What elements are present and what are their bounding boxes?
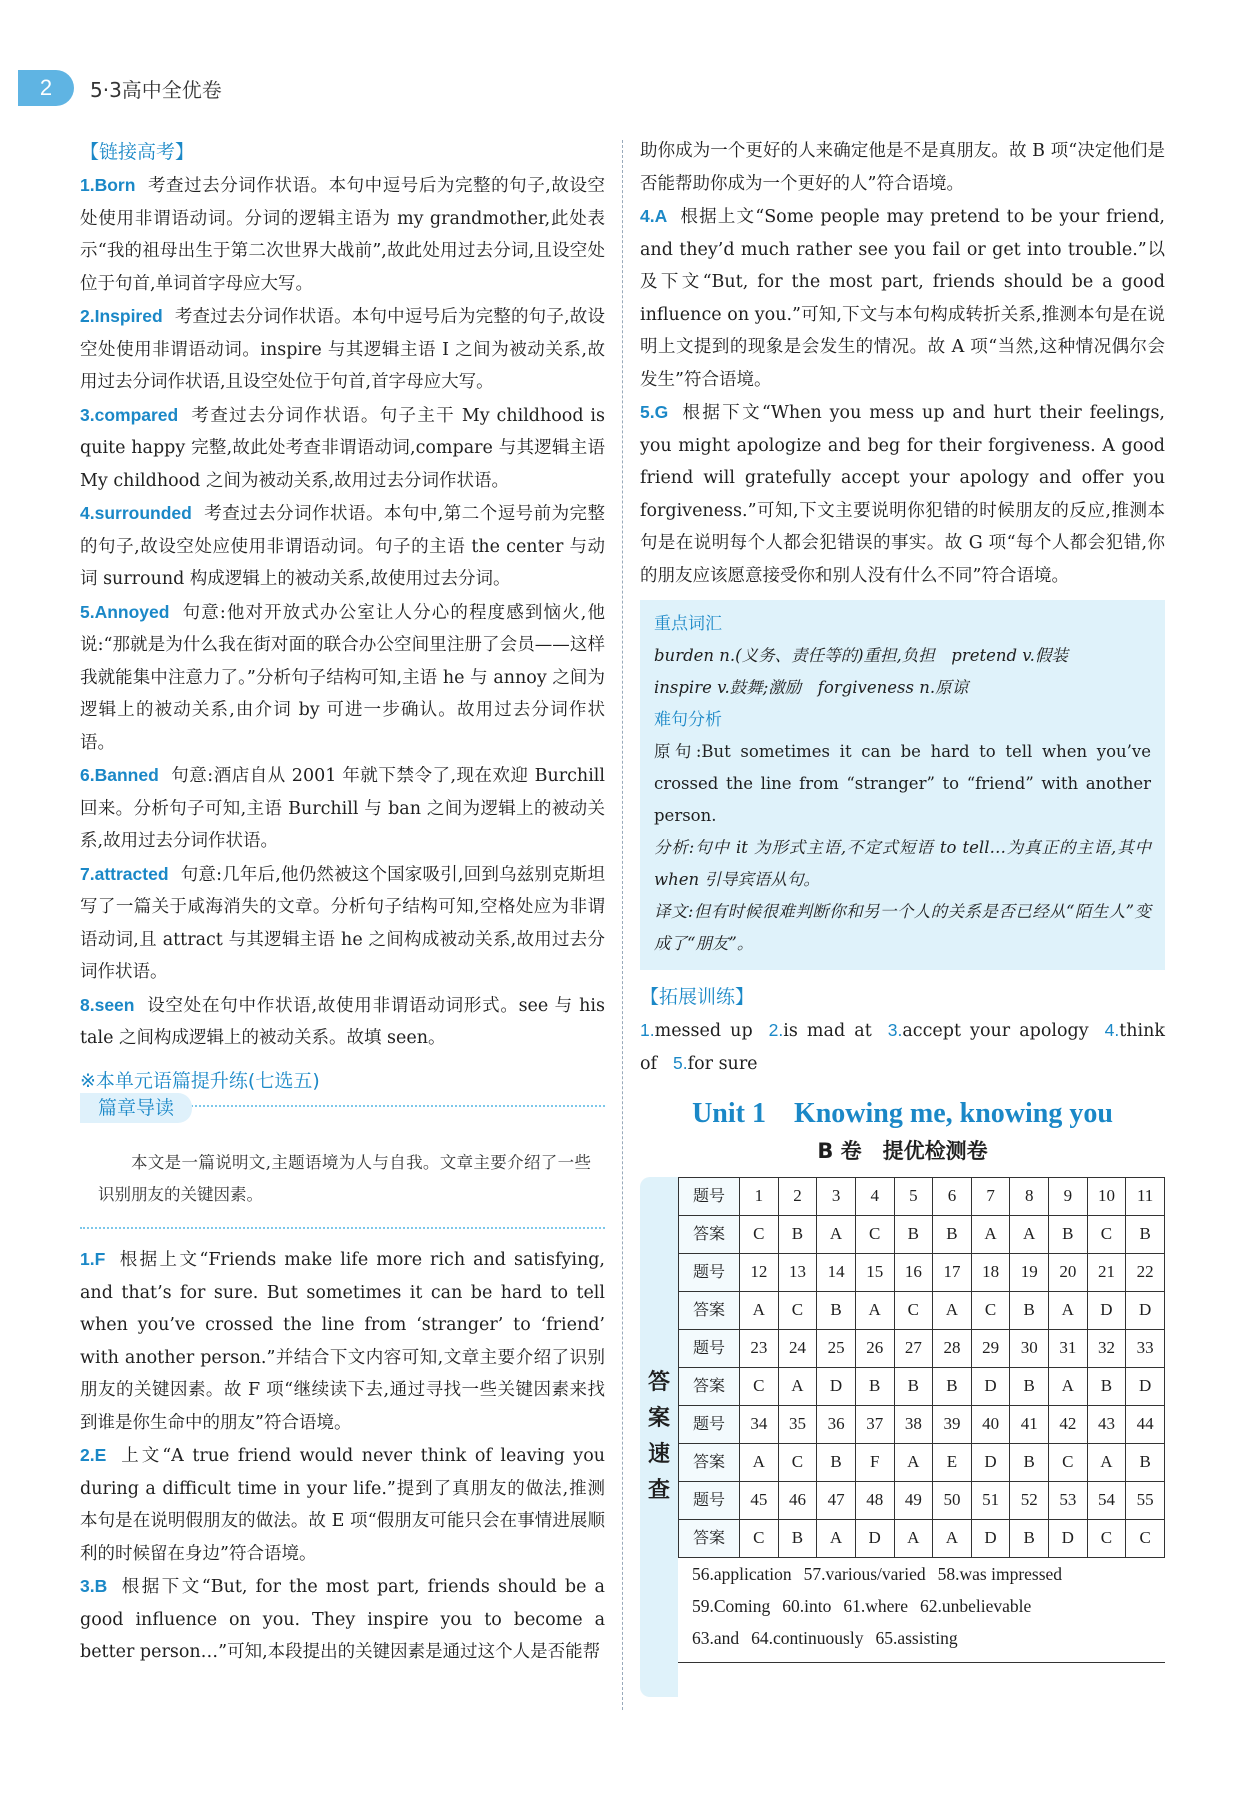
extension-answer: is mad at — [783, 1021, 872, 1041]
fill-in-answer: 57.various/varied — [803, 1564, 926, 1584]
question-number-cell: 41 — [1010, 1406, 1049, 1444]
question-number-row — [679, 1178, 1165, 1216]
row-header: 题号 — [679, 1330, 740, 1368]
answer-key: 5.G — [640, 402, 669, 422]
answer-cell: C — [740, 1368, 779, 1406]
answer-explanation: 句意:他对开放式办公室让人分心的程度感到恼火,他说:“那就是为什么我在街对面的联合办公空间里注册了会员——这样我就能集中注意力了。”分析句子结构可知,主语 he 与 annoy 之间为逻辑上的被动关系,由介词 by 可进一步确认。故用过去分词作状语。 — [80, 602, 605, 753]
question-number-cell: 5 — [894, 1178, 933, 1216]
question-number-cell: 22 — [1126, 1254, 1165, 1292]
page-number: 2 — [18, 70, 74, 106]
question-number-cell: 6 — [933, 1178, 972, 1216]
answer-cell: B — [1010, 1292, 1049, 1330]
question-number-cell: 49 — [894, 1482, 933, 1520]
answer-explanation: 考查过去分词作状语。句子主干 My childhood is quite happy 完整,故此处考查非谓语动词,compare 与其逻辑主语 My childhood 之间为被动关系,故用过去分词作状语。 — [80, 405, 605, 491]
answer-tail-line — [692, 1558, 1165, 1590]
answer-row — [679, 1216, 1165, 1254]
answer-cell: D — [971, 1520, 1010, 1558]
fill-in-answer: 56.application — [692, 1564, 792, 1584]
answer-table — [678, 1177, 1165, 1558]
answer-row — [679, 1444, 1165, 1482]
answer-cell: C — [971, 1292, 1010, 1330]
answer-cell: C — [740, 1216, 779, 1254]
question-number-cell: 13 — [778, 1254, 817, 1292]
left-column — [80, 135, 605, 1669]
unit-title: Unit 1 Knowing me, knowing you — [692, 1098, 1113, 1129]
answer-cell: B — [1049, 1216, 1088, 1254]
answer-item — [80, 1243, 605, 1439]
answer-cell: A — [1010, 1216, 1049, 1254]
answer-cell: C — [1087, 1520, 1126, 1558]
answer-key: 8.seen — [80, 994, 135, 1015]
answer-cell: D — [971, 1368, 1010, 1406]
question-number-cell: 53 — [1049, 1482, 1088, 1520]
question-number-cell: 40 — [971, 1406, 1010, 1444]
answer-explanation: 考查过去分词作状语。本句中逗号后为完整的句子,故设空处使用非谓语动词。inspire 与其逻辑主语 I 之间为被动关系,故用过去分词作状语,且设空处位于句首,首字母应大写。 — [80, 307, 605, 392]
question-number-cell: 30 — [1010, 1330, 1049, 1368]
fill-in-answer: 61.where — [843, 1596, 909, 1616]
vocab-line: burden n.(义务、责任等的)重担,负担 pretend v.假装 — [654, 646, 1068, 665]
reading-guide-text: 本文是一篇说明文,主题语境为人与自我。文章主要介绍了一些识别朋友的关键因素。 — [98, 1153, 591, 1204]
answer-cell: B — [855, 1368, 894, 1406]
answer-cell: D — [1126, 1292, 1165, 1330]
question-number-cell: 34 — [740, 1406, 779, 1444]
row-header: 题号 — [679, 1406, 740, 1444]
answer-explanation: 根据下文“But, for the most part, friends should be a good influence on you. They inspire you to become a better person…”可知,本段提出的关键因素是通过这个人是否能帮 — [80, 1577, 605, 1662]
extension-number: 2. — [768, 1020, 784, 1040]
question-number-row — [679, 1482, 1165, 1520]
answer-cell: C — [778, 1444, 817, 1482]
question-number-cell: 21 — [1087, 1254, 1126, 1292]
column-divider — [622, 140, 623, 1710]
extension-number: 4. — [1104, 1020, 1120, 1040]
answer-label-char: 答 — [647, 1370, 670, 1395]
fill-in-answer: 65.assisting — [875, 1628, 958, 1648]
answer-key: 1.Born — [80, 175, 136, 195]
answer-cell: B — [1010, 1444, 1049, 1482]
extension-item — [640, 1021, 753, 1041]
answer-item — [80, 1439, 605, 1570]
question-number-cell: 31 — [1049, 1330, 1088, 1368]
answer-cell: A — [933, 1292, 972, 1330]
answer-item — [80, 300, 605, 399]
extension-heading: 【拓展训练】 — [640, 986, 755, 1008]
answer-cell: C — [855, 1216, 894, 1254]
extension-number: 3. — [887, 1020, 903, 1040]
row-header: 题号 — [679, 1254, 740, 1292]
unit-subtitle: B 卷 提优检测卷 — [817, 1138, 988, 1163]
fill-in-answer: 59.Coming — [692, 1596, 771, 1616]
answer-cell: C — [894, 1292, 933, 1330]
question-number-cell: 38 — [894, 1406, 933, 1444]
answer-cell: A — [740, 1444, 779, 1482]
question-number-cell: 55 — [1126, 1482, 1165, 1520]
answer-label-char: 速 — [647, 1442, 670, 1467]
answer-cell: C — [1049, 1444, 1088, 1482]
answer-key: 4.surrounded — [80, 503, 192, 523]
answer-cell: D — [817, 1368, 856, 1406]
answer-cell: B — [817, 1292, 856, 1330]
analysis-translation: 译文:但有时候很难判断你和另一个人的关系是否已经从“陌生人”变成了“朋友”。 — [654, 902, 1151, 953]
extension-item — [673, 1054, 758, 1074]
extension-answer: messed up — [654, 1021, 753, 1041]
question-number-cell: 20 — [1049, 1254, 1088, 1292]
question-number-cell: 54 — [1087, 1482, 1126, 1520]
answer-explanations — [640, 200, 1165, 592]
extension-item — [769, 1021, 872, 1041]
question-number-cell: 37 — [855, 1406, 894, 1444]
answer-item — [80, 169, 605, 300]
answer-cell: B — [1126, 1444, 1165, 1482]
answer-tail-line — [692, 1622, 1165, 1654]
fill-in-answer: 62.unbelievable — [920, 1596, 1032, 1616]
answer-item — [80, 759, 605, 858]
answer-cell: A — [740, 1292, 779, 1330]
row-header: 题号 — [679, 1178, 740, 1216]
question-number-cell: 43 — [1087, 1406, 1126, 1444]
question-number-cell: 29 — [971, 1330, 1010, 1368]
question-number-cell: 35 — [778, 1406, 817, 1444]
answer-cell: B — [1010, 1368, 1049, 1406]
right-column — [640, 135, 1165, 1663]
answer-explanation: 考查过去分词作状语。本句中,第二个逗号前为完整的句子,故设空处应使用非谓语动词。句子的主语 the center 与动词 surround 构成逻辑上的被动关系,故使用过去分词。 — [80, 504, 605, 589]
analysis-heading: 难句分析 — [654, 710, 722, 730]
continued-text: 助你成为一个更好的人来确定他是不是真朋友。故 B 项“决定他们是否能帮助你成为一个更好的人”符合语境。 — [640, 141, 1165, 194]
row-header: 答案 — [679, 1292, 740, 1330]
question-number-cell: 47 — [817, 1482, 856, 1520]
answer-explanation: 根据上文“Some people may pretend to be your friend, and they’d much rather see you fail or get into trouble.”以及下文“But, for the most part, friends should be a good influence on you.”可知,下文与本句构成转折关系,推测本句是在说明上文提到的现象是会发生的情况。故 A 项“当然,这种情况偶尔会发生”符合语境。 — [640, 207, 1165, 390]
answer-cell: C — [1126, 1520, 1165, 1558]
row-header: 答案 — [679, 1368, 740, 1406]
fill-in-answer: 58.was impressed — [937, 1564, 1063, 1584]
answer-cell: B — [778, 1520, 817, 1558]
answer-cell: A — [894, 1444, 933, 1482]
fill-in-answer: 64.continuously — [751, 1628, 864, 1648]
question-number-cell: 4 — [855, 1178, 894, 1216]
question-number-cell: 19 — [1010, 1254, 1049, 1292]
answer-tail — [678, 1558, 1165, 1663]
answer-item — [640, 200, 1165, 396]
answer-quick-check-label — [640, 1177, 678, 1697]
question-number-cell: 10 — [1087, 1178, 1126, 1216]
answer-cell: D — [855, 1520, 894, 1558]
answer-cell: D — [971, 1444, 1010, 1482]
extension-item — [888, 1021, 1089, 1041]
answer-row — [679, 1368, 1165, 1406]
question-number-cell: 9 — [1049, 1178, 1088, 1216]
answer-explanation: 上文“A true friend would never think of leaving you during a difficult time in your life.”提到了真朋友的做法,推测本句是在说明假朋友的做法。故 E 项“假朋友可能只会在事情进展顺利的时候留在身边”符合语境。 — [80, 1446, 605, 1564]
question-number-cell: 14 — [817, 1254, 856, 1292]
link-gaokao-list — [80, 169, 605, 1055]
answer-item — [80, 989, 605, 1055]
extension-number: 5. — [673, 1053, 688, 1073]
answer-explanation: 根据下文“When you mess up and hurt their feelings, you might apologize and beg for their forgiveness. A good friend will gratefully accept your apology and offer you forgiveness.”可知,下文主要说明你犯错的时候朋友的反应,推测本句是在说明每个人都会犯错误的事实。故 G 项“每个人都会犯错,你的朋友应该愿意接受你和别人没有什么不同”符合语境。 — [640, 403, 1165, 586]
question-number-cell: 36 — [817, 1406, 856, 1444]
question-number-cell: 25 — [817, 1330, 856, 1368]
row-header: 答案 — [679, 1216, 740, 1254]
reading-guide-tag: 篇章导读 — [80, 1093, 192, 1123]
answer-explanation: 句意:几年后,他仍然被这个国家吸引,回到乌兹别克斯坦写了一篇关于咸海消失的文章。分析句子结构可知,空格处应为非谓语动词,且 attract 与其逻辑主语 he 之间构成被动关系,故用过去分词作状语。 — [80, 864, 605, 982]
question-number-cell: 15 — [855, 1254, 894, 1292]
answer-explanation: 句意:酒店自从 2001 年就下禁令了,现在欢迎 Burchill 回来。分析句子可知,主语 Burchill 与 ban 之间为逻辑上的被动关系,故用过去分词作状语。 — [80, 766, 605, 851]
answer-item — [80, 596, 605, 760]
answer-key: 3.compared — [80, 404, 179, 425]
question-number-cell: 33 — [1126, 1330, 1165, 1368]
answer-key: 1.F — [80, 1249, 106, 1269]
question-number-cell: 16 — [894, 1254, 933, 1292]
answer-cell: A — [1049, 1292, 1088, 1330]
answer-cell: A — [894, 1520, 933, 1558]
answer-tail-line — [692, 1590, 1165, 1622]
answer-cell: A — [1087, 1444, 1126, 1482]
question-number-cell: 42 — [1049, 1406, 1088, 1444]
question-number-cell: 50 — [933, 1482, 972, 1520]
answer-explanation: 设空处在句中作状语,故使用非谓语动词形式。see 与 his tale 之间构成逻辑上的被动关系。故填 seen。 — [80, 995, 605, 1048]
seven-choose-five-answers — [80, 1243, 605, 1669]
question-number-cell: 8 — [1010, 1178, 1049, 1216]
reading-guide-box — [80, 1097, 605, 1229]
fill-in-answer: 60.into — [782, 1596, 832, 1616]
question-number-row — [679, 1254, 1165, 1292]
analysis-original: 原句:But sometimes it can be hard to tell when you’ve crossed the line from “stranger” to “friend” with another person. — [654, 742, 1151, 825]
answer-cell: B — [933, 1216, 972, 1254]
answer-key: 4.A — [640, 206, 668, 226]
answer-item — [80, 497, 605, 596]
question-number-cell: 51 — [971, 1482, 1010, 1520]
answer-cell: A — [817, 1520, 856, 1558]
row-header: 答案 — [679, 1444, 740, 1482]
question-number-cell: 28 — [933, 1330, 972, 1368]
book-title: 5·3高中全优卷 — [90, 78, 222, 102]
answer-cell: C — [740, 1520, 779, 1558]
answer-cell: D — [1049, 1520, 1088, 1558]
row-header: 答案 — [679, 1520, 740, 1558]
answer-cell: B — [778, 1216, 817, 1254]
answer-cell: B — [1126, 1216, 1165, 1254]
question-number-cell: 32 — [1087, 1330, 1126, 1368]
answer-cell: B — [894, 1368, 933, 1406]
unit-passage-banner: ※本单元语篇提升练(七选五) — [80, 1069, 320, 1092]
answer-explanation: 考查过去分词作状语。本句中逗号后为完整的句子,故设空处使用非谓语动词。分词的逻辑主语为 my grandmother,此处表示“我的祖母出生于第二次世界大战前”,故此处用过去分词,且设空处位于句首,单词首字母应大写。 — [80, 176, 605, 294]
answer-item — [640, 396, 1165, 592]
answer-cell: B — [933, 1368, 972, 1406]
vocab-line: inspire v.鼓舞;激励 forgiveness n.原谅 — [654, 678, 969, 697]
answer-cell: C — [1087, 1216, 1126, 1254]
question-number-cell: 2 — [778, 1178, 817, 1216]
fill-in-answer: 63.and — [692, 1628, 740, 1648]
answer-quick-check — [640, 1177, 1165, 1663]
extension-answer: accept your apology — [902, 1021, 1089, 1041]
answer-cell: B — [817, 1444, 856, 1482]
question-number-cell: 24 — [778, 1330, 817, 1368]
analysis-note: 分析:句中 it 为形式主语,不定式短语 to tell…为真正的主语,其中 when 引导宾语从句。 — [654, 838, 1151, 889]
answer-explanation: 根据上文“Friends make life more rich and satisfying, and that’s for sure. But sometimes it can be hard to tell when you’ve crossed the line from ‘stranger’ to ‘friend’ with another person.”并结合下文内容可知,文章主要介绍了识别朋友的关键因素。故 F 项“继续读下去,通过寻找一些关键因素来找到谁是你生命中的朋友”符合语境。 — [80, 1250, 605, 1433]
answer-item — [80, 1570, 605, 1669]
answer-key: 3.B — [80, 1576, 108, 1596]
question-number-row — [679, 1406, 1165, 1444]
question-number-cell: 18 — [971, 1254, 1010, 1292]
answer-key: 5.Annoyed — [80, 601, 170, 622]
row-header: 题号 — [679, 1482, 740, 1520]
question-number-cell: 44 — [1126, 1406, 1165, 1444]
answer-key: 2.Inspired — [80, 306, 163, 326]
answer-cell: A — [971, 1216, 1010, 1254]
answer-cell: D — [1087, 1292, 1126, 1330]
question-number-cell: 1 — [740, 1178, 779, 1216]
key-vocabulary-box — [640, 600, 1165, 970]
question-number-cell: 26 — [855, 1330, 894, 1368]
answer-cell: B — [894, 1216, 933, 1254]
question-number-cell: 52 — [1010, 1482, 1049, 1520]
question-number-cell: 12 — [740, 1254, 779, 1292]
question-number-cell: 11 — [1126, 1178, 1165, 1216]
question-number-cell: 39 — [933, 1406, 972, 1444]
answer-cell: A — [1049, 1368, 1088, 1406]
question-number-cell: 17 — [933, 1254, 972, 1292]
answer-label-char: 案 — [647, 1406, 670, 1431]
link-gaokao-heading: 【链接高考】 — [80, 141, 195, 163]
extension-number: 1. — [640, 1020, 655, 1040]
extension-answers — [640, 1014, 1165, 1080]
vocab-heading: 重点词汇 — [654, 614, 722, 634]
question-number-cell: 46 — [778, 1482, 817, 1520]
extension-answer: for sure — [687, 1054, 758, 1074]
answer-cell: B — [1087, 1368, 1126, 1406]
answer-item — [80, 858, 605, 989]
answer-item — [80, 399, 605, 498]
question-number-cell: 27 — [894, 1330, 933, 1368]
answer-key: 6.Banned — [80, 765, 159, 785]
answer-cell: F — [855, 1444, 894, 1482]
answer-key: 7.attracted — [80, 863, 169, 884]
answer-row — [679, 1520, 1165, 1558]
question-number-cell: 3 — [817, 1178, 856, 1216]
question-number-cell: 7 — [971, 1178, 1010, 1216]
question-number-cell: 48 — [855, 1482, 894, 1520]
question-number-cell: 23 — [740, 1330, 779, 1368]
answer-cell: A — [778, 1368, 817, 1406]
answer-cell: E — [933, 1444, 972, 1482]
answer-cell: B — [1010, 1520, 1049, 1558]
answer-key: 2.E — [80, 1445, 107, 1465]
answer-cell: A — [855, 1292, 894, 1330]
answer-cell: A — [933, 1520, 972, 1558]
answer-row — [679, 1292, 1165, 1330]
answer-cell: A — [817, 1216, 856, 1254]
answer-cell: D — [1126, 1368, 1165, 1406]
question-number-row — [679, 1330, 1165, 1368]
answer-cell: C — [778, 1292, 817, 1330]
answer-label-char: 查 — [647, 1478, 670, 1503]
extension-answer: think of — [640, 1021, 1165, 1074]
question-number-cell: 45 — [740, 1482, 779, 1520]
